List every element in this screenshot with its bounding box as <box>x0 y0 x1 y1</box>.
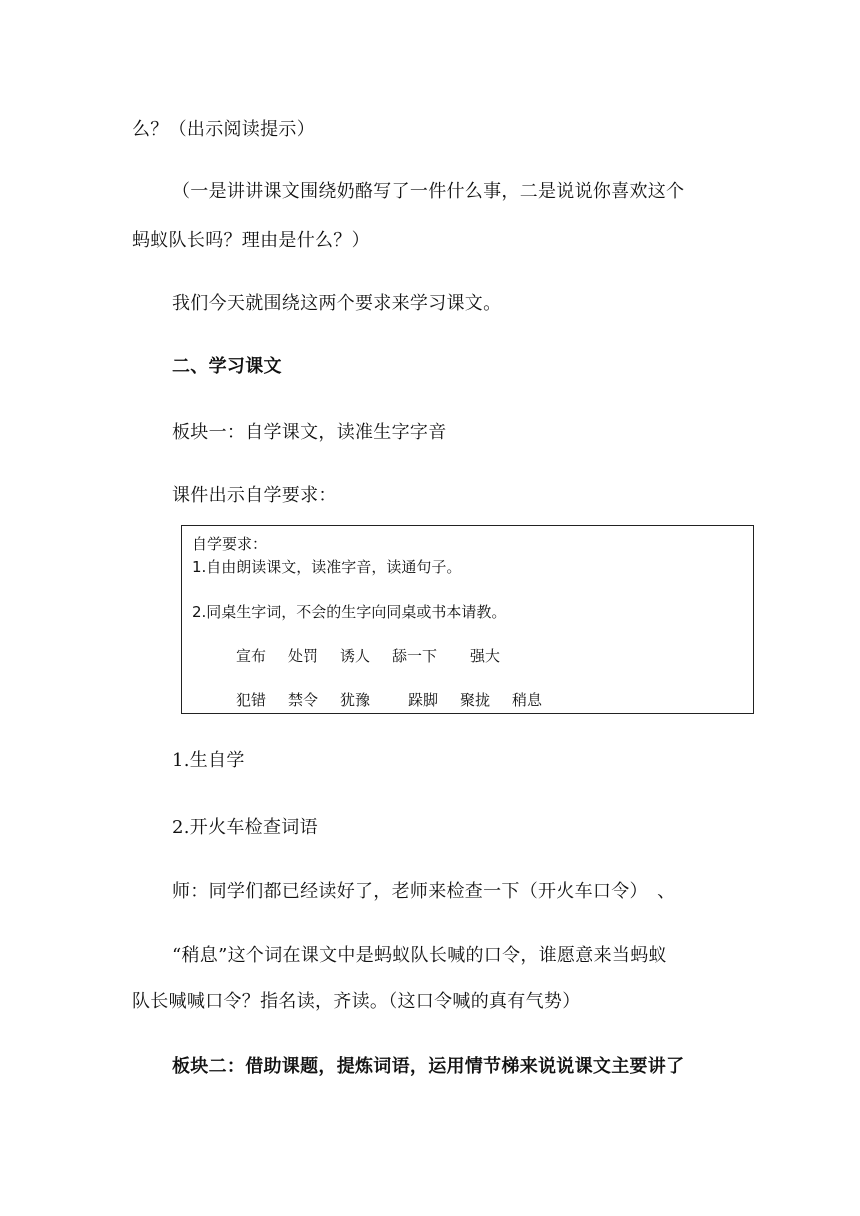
step-one: 1.生自学 <box>172 750 245 771</box>
vocab-word: 聚拢 <box>460 691 491 709</box>
vocab-word: 跺脚 <box>408 691 439 709</box>
text-line: 么？（出示阅读提示） <box>132 119 315 140</box>
vocab-word: 犹豫 <box>340 691 371 709</box>
teacher-text: 师：同学们都已经读好了，老师来检查一下（开火车口令） 、 <box>172 881 676 902</box>
box-item-1: 1.自由朗读课文，读准字音，读通句子。 <box>192 558 462 576</box>
vocab-word: 舔一下 <box>392 647 438 665</box>
vocab-word: 宣布 <box>236 647 267 665</box>
vocab-word: 强大 <box>470 647 501 665</box>
vocab-word: 诱人 <box>340 647 371 665</box>
reading-hint-line-2: 蚂蚁队长吗？理由是什么？） <box>132 230 370 251</box>
reading-hint-line-1: （一是讲讲课文围绕奶酪写了一件什么事，二是说说你喜欢这个 <box>172 181 685 202</box>
vocab-word: 稍息 <box>512 691 543 709</box>
step-two: 2.开火车检查词语 <box>172 817 318 838</box>
box-title: 自学要求： <box>192 535 268 553</box>
block-two-heading: 板块二：借助课题，提炼词语，运用情节梯来说说课文主要讲了 <box>172 1056 685 1077</box>
section-heading: 二、学习课文 <box>172 356 282 377</box>
block-one-heading: 板块一：自学课文，读准生字字音 <box>172 422 447 443</box>
paragraph-line-2: 队长喊喊口令？指名读，齐读。（这口令喊的真有气势） <box>132 991 581 1012</box>
vocab-word: 处罚 <box>288 647 319 665</box>
self-study-box <box>181 525 754 714</box>
box-item-2: 2.同桌生字词，不会的生字向同桌或书本请教。 <box>192 603 507 621</box>
courseware-label: 课件出示自学要求： <box>172 485 337 506</box>
vocab-word: 禁令 <box>288 691 319 709</box>
intro-text: 我们今天就围绕这两个要求来学习课文。 <box>172 293 502 314</box>
vocab-word: 犯错 <box>236 691 267 709</box>
paragraph-line-1: “稍息”这个词在课文中是蚂蚁队长喊的口令，谁愿意来当蚂蚁 <box>172 945 667 966</box>
